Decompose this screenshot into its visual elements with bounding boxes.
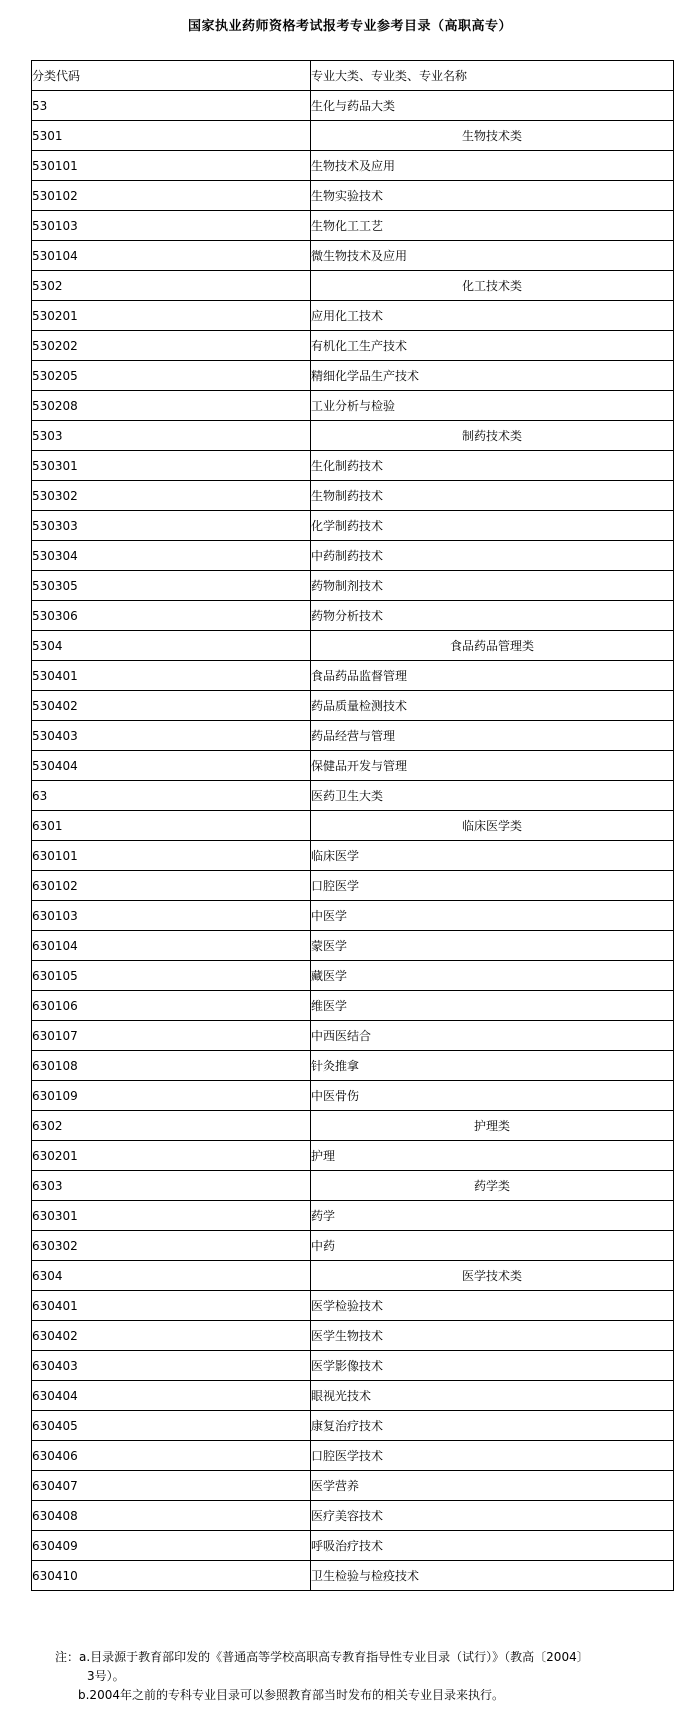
- category-row: [32, 781, 674, 811]
- name-cell: 护理: [311, 1141, 674, 1171]
- name-cell: 有机化工生产技术: [311, 331, 674, 361]
- code-cell: 630107: [32, 1021, 311, 1051]
- major-row: [32, 1351, 674, 1381]
- major-row: [32, 211, 674, 241]
- major-row: [32, 571, 674, 601]
- code-cell: 530102: [32, 181, 311, 211]
- name-cell: 临床医学类: [311, 811, 674, 841]
- subcategory-row: [32, 1261, 674, 1291]
- code-cell: 6302: [32, 1111, 311, 1141]
- major-row: [32, 991, 674, 1021]
- footnotes: [55, 1648, 695, 1705]
- major-row: [32, 181, 674, 211]
- code-cell: 530306: [32, 601, 311, 631]
- name-cell: 食品药品监督管理: [311, 661, 674, 691]
- subcategory-row: [32, 271, 674, 301]
- name-cell: 医学营养: [311, 1471, 674, 1501]
- major-row: [32, 241, 674, 271]
- major-row: [32, 1411, 674, 1441]
- code-cell: 630403: [32, 1351, 311, 1381]
- name-cell: 中西医结合: [311, 1021, 674, 1051]
- code-cell: 6303: [32, 1171, 311, 1201]
- name-cell: 化学制药技术: [311, 511, 674, 541]
- name-cell: 呼吸治疗技术: [311, 1531, 674, 1561]
- name-cell: 口腔医学: [311, 871, 674, 901]
- major-row: [32, 1231, 674, 1261]
- code-cell: 630404: [32, 1381, 311, 1411]
- name-cell: 制药技术类: [311, 421, 674, 451]
- name-cell: 药学类: [311, 1171, 674, 1201]
- major-row: [32, 841, 674, 871]
- subcategory-row: [32, 421, 674, 451]
- code-cell: 5302: [32, 271, 311, 301]
- name-cell: 中医骨伤: [311, 1081, 674, 1111]
- name-cell: 中药: [311, 1231, 674, 1261]
- major-row: [32, 751, 674, 781]
- code-cell: 6301: [32, 811, 311, 841]
- name-cell: 食品药品管理类: [311, 631, 674, 661]
- code-cell: 530201: [32, 301, 311, 331]
- name-cell: 医学影像技术: [311, 1351, 674, 1381]
- code-cell: 530305: [32, 571, 311, 601]
- major-row: [32, 1081, 674, 1111]
- code-cell: 530303: [32, 511, 311, 541]
- code-cell: 630410: [32, 1561, 311, 1591]
- code-cell: 630108: [32, 1051, 311, 1081]
- name-cell: 临床医学: [311, 841, 674, 871]
- major-row: [32, 1051, 674, 1081]
- subcategory-row: [32, 811, 674, 841]
- name-cell: 护理类: [311, 1111, 674, 1141]
- name-cell: 应用化工技术: [311, 301, 674, 331]
- major-row: [32, 361, 674, 391]
- code-cell: 630406: [32, 1441, 311, 1471]
- name-cell: 医疗美容技术: [311, 1501, 674, 1531]
- major-row: [32, 1501, 674, 1531]
- code-cell: 5301: [32, 121, 311, 151]
- name-cell: 生物技术及应用: [311, 151, 674, 181]
- subcategory-row: [32, 121, 674, 151]
- major-row: [32, 301, 674, 331]
- major-row: [32, 1561, 674, 1591]
- name-cell: 保健品开发与管理: [311, 751, 674, 781]
- code-cell: 530304: [32, 541, 311, 571]
- code-cell: 630408: [32, 1501, 311, 1531]
- name-cell: 生物制药技术: [311, 481, 674, 511]
- major-row: [32, 871, 674, 901]
- name-cell: 针灸推拿: [311, 1051, 674, 1081]
- header-name: 专业大类、专业类、专业名称: [311, 61, 674, 91]
- catalog-table: [31, 60, 674, 1591]
- name-cell: 药品经营与管理: [311, 721, 674, 751]
- code-cell: 530205: [32, 361, 311, 391]
- code-cell: 530402: [32, 691, 311, 721]
- name-cell: 康复治疗技术: [311, 1411, 674, 1441]
- code-cell: 530301: [32, 451, 311, 481]
- major-row: [32, 391, 674, 421]
- name-cell: 卫生检验与检疫技术: [311, 1561, 674, 1591]
- name-cell: 精细化学品生产技术: [311, 361, 674, 391]
- major-row: [32, 961, 674, 991]
- major-row: [32, 331, 674, 361]
- name-cell: 药学: [311, 1201, 674, 1231]
- code-cell: 530404: [32, 751, 311, 781]
- major-row: [32, 451, 674, 481]
- major-row: [32, 721, 674, 751]
- major-row: [32, 1201, 674, 1231]
- major-row: [32, 1141, 674, 1171]
- major-row: [32, 1291, 674, 1321]
- name-cell: 微生物技术及应用: [311, 241, 674, 271]
- code-cell: 530202: [32, 331, 311, 361]
- code-cell: 6304: [32, 1261, 311, 1291]
- page-title: 国家执业药师资格考试报考专业参考目录（高职高专）: [187, 19, 512, 34]
- name-cell: 医学检验技术: [311, 1291, 674, 1321]
- code-cell: 630405: [32, 1411, 311, 1441]
- major-row: [32, 901, 674, 931]
- subcategory-row: [32, 631, 674, 661]
- major-row: [32, 601, 674, 631]
- code-cell: 530208: [32, 391, 311, 421]
- name-cell: 生化制药技术: [311, 451, 674, 481]
- name-cell: 药物制剂技术: [311, 571, 674, 601]
- name-cell: 生物技术类: [311, 121, 674, 151]
- name-cell: 药品质量检测技术: [311, 691, 674, 721]
- name-cell: 医学生物技术: [311, 1321, 674, 1351]
- code-cell: 530104: [32, 241, 311, 271]
- header-code: 分类代码: [32, 61, 311, 91]
- code-cell: 530401: [32, 661, 311, 691]
- code-cell: 5304: [32, 631, 311, 661]
- code-cell: 530103: [32, 211, 311, 241]
- code-cell: 5303: [32, 421, 311, 451]
- major-row: [32, 541, 674, 571]
- name-cell: 眼视光技术: [311, 1381, 674, 1411]
- major-row: [32, 691, 674, 721]
- major-row: [32, 1531, 674, 1561]
- code-cell: 630102: [32, 871, 311, 901]
- code-cell: 630201: [32, 1141, 311, 1171]
- major-row: [32, 1441, 674, 1471]
- code-cell: 53: [32, 91, 311, 121]
- major-row: [32, 511, 674, 541]
- code-cell: 630104: [32, 931, 311, 961]
- code-cell: 630301: [32, 1201, 311, 1231]
- code-cell: 630402: [32, 1321, 311, 1351]
- name-cell: 蒙医学: [311, 931, 674, 961]
- major-row: [32, 1021, 674, 1051]
- major-row: [32, 151, 674, 181]
- footnote-a-continued: 3号）。: [87, 1669, 125, 1683]
- name-cell: 中药制药技术: [311, 541, 674, 571]
- name-cell: 藏医学: [311, 961, 674, 991]
- table-header-row: [32, 61, 674, 91]
- code-cell: 630106: [32, 991, 311, 1021]
- name-cell: 生化与药品大类: [311, 91, 674, 121]
- name-cell: 化工技术类: [311, 271, 674, 301]
- code-cell: 530101: [32, 151, 311, 181]
- footnote-a: 注：a.目录源于教育部印发的《普通高等学校高职高专教育指导性专业目录（试行）》（教高〔2004〕: [55, 1650, 589, 1664]
- major-row: [32, 1381, 674, 1411]
- name-cell: 生物实验技术: [311, 181, 674, 211]
- code-cell: 630407: [32, 1471, 311, 1501]
- major-row: [32, 661, 674, 691]
- code-cell: 630109: [32, 1081, 311, 1111]
- subcategory-row: [32, 1171, 674, 1201]
- subcategory-row: [32, 1111, 674, 1141]
- major-row: [32, 481, 674, 511]
- name-cell: 中医学: [311, 901, 674, 931]
- code-cell: 630409: [32, 1531, 311, 1561]
- code-cell: 630103: [32, 901, 311, 931]
- code-cell: 630101: [32, 841, 311, 871]
- major-row: [32, 931, 674, 961]
- footnote-b: b.2004年之前的专科专业目录可以参照教育部当时发布的相关专业目录来执行。: [78, 1688, 504, 1702]
- name-cell: 维医学: [311, 991, 674, 1021]
- code-cell: 530302: [32, 481, 311, 511]
- code-cell: 630401: [32, 1291, 311, 1321]
- name-cell: 工业分析与检验: [311, 391, 674, 421]
- name-cell: 口腔医学技术: [311, 1441, 674, 1471]
- code-cell: 63: [32, 781, 311, 811]
- major-row: [32, 1471, 674, 1501]
- name-cell: 生物化工工艺: [311, 211, 674, 241]
- code-cell: 530403: [32, 721, 311, 751]
- code-cell: 630302: [32, 1231, 311, 1261]
- name-cell: 医药卫生大类: [311, 781, 674, 811]
- major-row: [32, 1321, 674, 1351]
- name-cell: 药物分析技术: [311, 601, 674, 631]
- catalog-table-body: [32, 61, 674, 1591]
- code-cell: 630105: [32, 961, 311, 991]
- category-row: [32, 91, 674, 121]
- name-cell: 医学技术类: [311, 1261, 674, 1291]
